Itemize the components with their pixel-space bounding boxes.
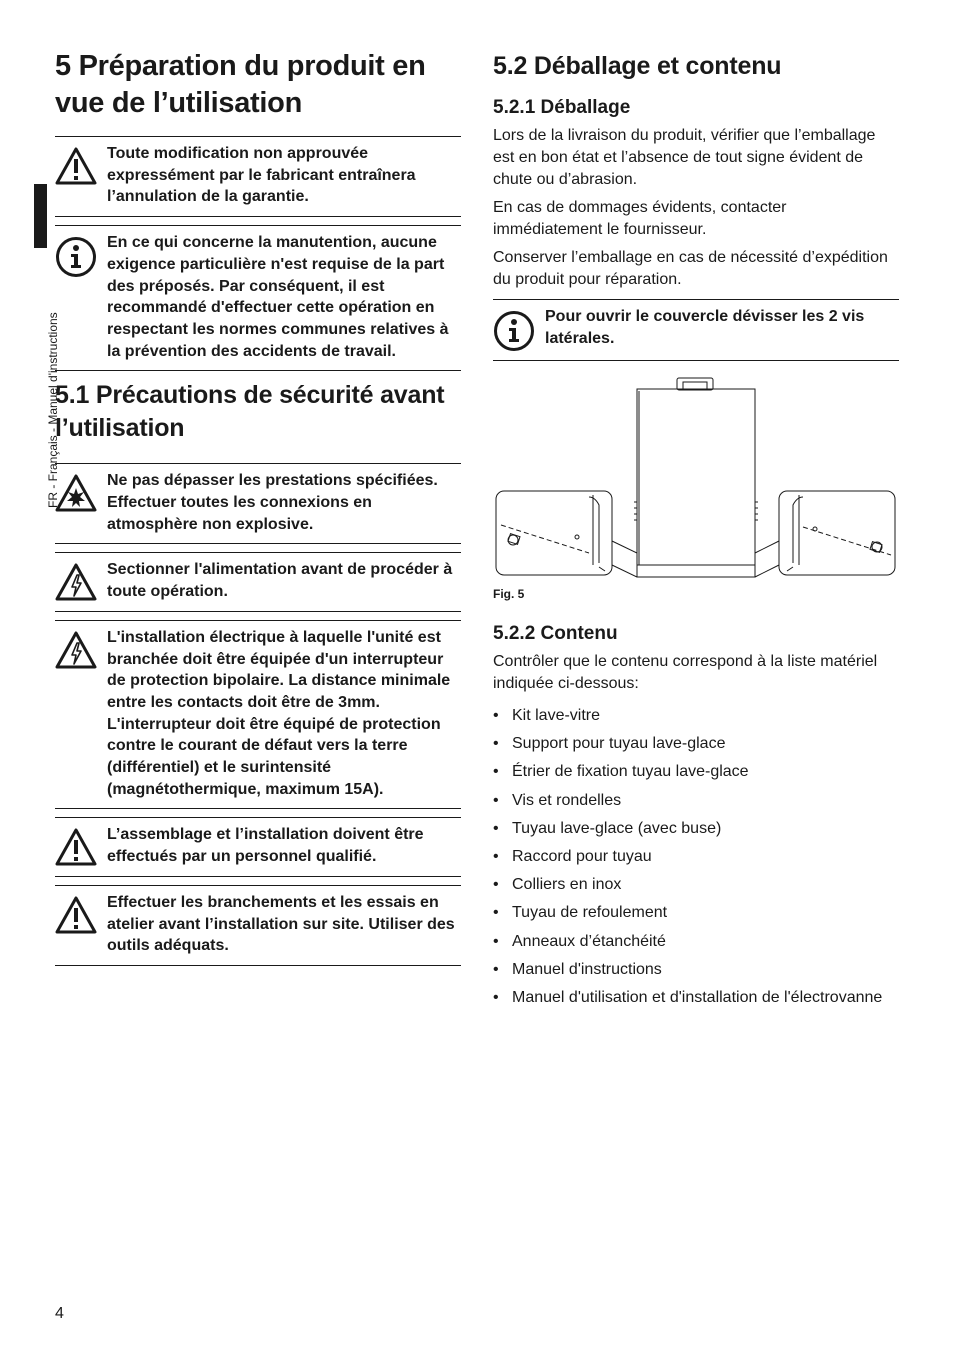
paragraph: Contrôler que le contenu correspond à la liste matériel indiquée ci-dessous:	[493, 653, 878, 692]
list-item: • Support pour tuyau lave-glace	[493, 733, 899, 755]
right-column	[493, 48, 899, 1015]
warning-icon	[55, 892, 107, 934]
notice-power-off	[55, 552, 461, 611]
notice-open-cover	[493, 299, 899, 361]
list-item: • Colliers en inox	[493, 874, 899, 896]
paragraph: Conserver l’emballage en cas de nécessité d’expédition du produit pour réparation.	[493, 249, 888, 288]
notice-handling	[55, 225, 461, 371]
page-number: 4	[55, 1305, 64, 1322]
list-item: • Tuyau lave-glace (avec buse)	[493, 818, 899, 840]
list-item: • Raccord pour tuyau	[493, 846, 899, 868]
figure-5-illustration	[493, 377, 899, 583]
list-item: • Manuel d'instructions	[493, 959, 899, 981]
warning-icon	[55, 143, 107, 185]
list-item: • Manuel d'utilisation et d'installation de l'électrovanne	[493, 987, 899, 1009]
side-label: FR - Français - Manuel d'instructions	[46, 312, 60, 508]
figure-caption: Fig. 5	[493, 587, 525, 601]
notice-text: Ne pas dépasser les prestations spécifiées. Effectuer toutes les connexions en atmosphère non explosive.	[107, 472, 438, 533]
subsection-5-2-2-title: 5.2.2 Contenu	[493, 623, 618, 644]
notice-text: Effectuer les branchements et les essais en atelier avant l’installation sur site. Utiliser des outils adéquats.	[107, 893, 455, 955]
notice-text: L’assemblage et l’installation doivent être effectués par un personnel qualifié.	[107, 826, 424, 866]
side-tab-marker	[34, 184, 47, 248]
notice-text: Pour ouvrir le couvercle dévisser les 2 vis latérales.	[545, 308, 865, 347]
list-item: • Anneaux d’étanchéité	[493, 931, 899, 953]
notice-qualified-personnel	[55, 817, 461, 876]
notice-text: Sectionner l'alimentation avant de procéder à toute opération.	[107, 561, 453, 601]
notice-text: En ce qui concerne la manutention, aucune exigence particulière n'est requise de la part des préposés. Par conséquent, il est recommandé d'effectuer cette opération en respectant les normes communes relatives à la prévention des accidents de travail.	[107, 234, 449, 360]
info-icon	[493, 306, 545, 352]
subsection-5-2-1-title: 5.2.1 Déballage	[493, 97, 631, 118]
paragraph: Lors de la livraison du produit, vérifier que l’emballage est en bon état et l’absence de tout signe évident de chute ou d’abrasion.	[493, 127, 876, 188]
list-item: • Étrier de fixation tuyau lave-glace	[493, 761, 899, 783]
list-item: • Vis et rondelles	[493, 790, 899, 812]
electric-hazard-icon	[55, 559, 107, 601]
list-item: • Tuyau de refoulement	[493, 902, 899, 924]
chapter-title: 5 Préparation du produit en vue de l’utilisation	[55, 50, 426, 119]
section-5-1-title: 5.1 Précautions de sécurité avant l’utilisation	[55, 381, 445, 443]
notice-warranty	[55, 136, 461, 217]
paragraph: En cas de dommages évidents, contacter immédiatement le fournisseur.	[493, 199, 787, 238]
notice-text: L'installation électrique à laquelle l'unité est branchée doit être équipée d'un interrupteur de protection bipolaire. La distance minimale entre les contacts doit être de 3mm. L'interrupteur doit être équipé de protection contre le courant de défaut vers la terre (différentiel) et le surintensité (magnétothermique, maximum 15A).	[107, 628, 451, 798]
warning-icon	[55, 824, 107, 866]
list-item: • Kit lave-vitre	[493, 705, 899, 727]
contents-list	[493, 705, 899, 1009]
info-icon	[55, 232, 107, 278]
explosion-warning-icon	[55, 470, 107, 512]
left-column	[55, 48, 461, 974]
notice-text: Toute modification non approuvée expressément par le fabricant entraînera l’annulation de la garantie.	[107, 145, 416, 206]
section-5-2-title: 5.2 Déballage et contenu	[493, 52, 782, 80]
notice-explosive	[55, 463, 461, 544]
notice-workshop-tests	[55, 885, 461, 966]
electric-hazard-icon	[55, 627, 107, 669]
notice-electrical-installation	[55, 620, 461, 810]
